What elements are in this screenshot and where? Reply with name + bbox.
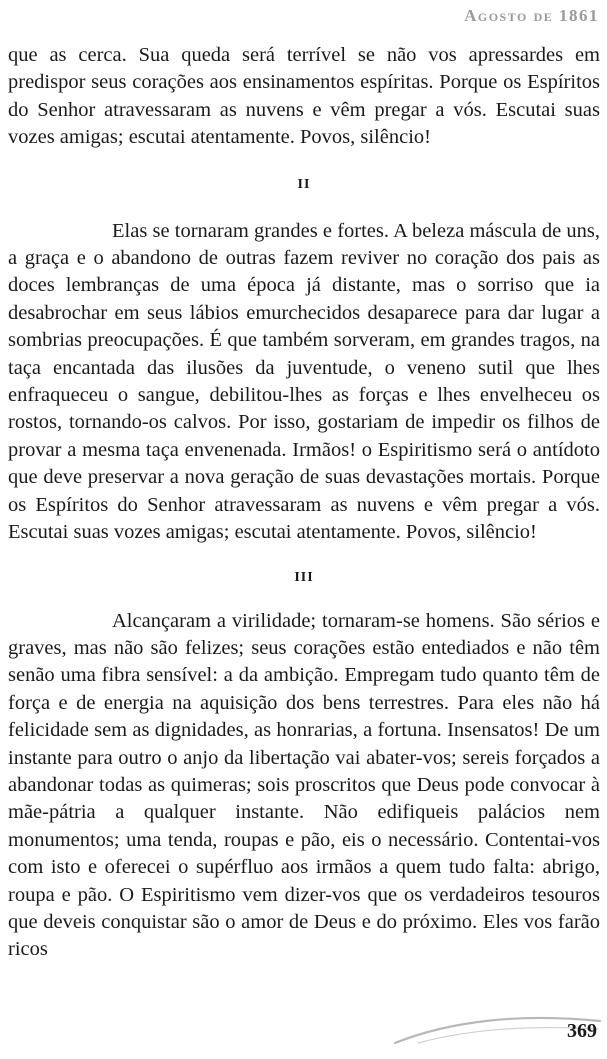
section-heading-ii: II	[297, 176, 311, 192]
paragraph-section-iii: Alcançaram a virilidade; tornaram-se homens. São sérios e graves, mas não são felizes; seus corações estão entediados e não têm senão uma fibra sensível: a da ambição. Empregam tudo quanto têm de força e de energia na aquisição dos bens terrestres. Para eles não há felicidade sem as dignidades, as honrarias, a fortuna. Insensatos! De um instante para outro o anjo da libertação vai abater-vos; sereis forçados a abandonar todas as quimeras; sois proscritos que Deus pode convocar à mãe-pátria a qualquer instante. Não edifiqueis palácios nem monumentos; uma tenda, roupas e pão, eis o necessário. Contentai-vos com isto e oferecei o supérfluo aos irmãos a quem tudo falta: abrigo, roupa e pão. O Espiritismo vem dizer-vos que os verdadeiros tesouros que deveis conquistar são o amor de Deus e do próximo. Eles vos farão ricos	[8, 609, 600, 961]
running-header: Agosto de 1861	[464, 6, 599, 25]
page-body	[8, 42, 600, 964]
paragraph-continuation: que as cerca. Sua queda será terrível se não vos apressardes em predispor seus corações aos ensinamentos espíritas. Porque os Espíritos do Senhor atravessaram as nuvens e vêm pregar a vós. Escutai suas vozes amigas; escutai atentamente. Povos, silêncio!	[8, 44, 600, 149]
page-number: 369	[567, 1020, 597, 1042]
page-footer	[0, 999, 607, 1059]
paragraph-section-ii: Elas se tornaram grandes e fortes. A beleza máscula de uns, a graça e o abandono de outras fazem reviver no coração dos pais as doces lembranças de uma época já distante, mas o sorriso que ia desabrochar em seus lábios emurchecidos desaparece para dar lugar a sombrias preocupações. É que também sorveram, em grandes tragos, na taça encantada das ilusões da juventude, o veneno sutil que lhes enfraqueceu o sangue, debilitou-lhes as forças e lhes envelheceu os rostos, tornando-os calvos. Por isso, gostariam de impedir os filhos de provar a mesma taça envenenada. Irmãos! o Espiritismo será o antídoto que deve preservar a nova geração de suas devastações mortais. Porque os Espíritos do Senhor atravessaram as nuvens e vêm pregar a vós. Escutai suas vozes amigas; escutai atentamente. Povos, silêncio!	[8, 219, 600, 544]
section-heading-iii: III	[294, 569, 314, 585]
swoosh-ornament-icon	[0, 999, 607, 1059]
